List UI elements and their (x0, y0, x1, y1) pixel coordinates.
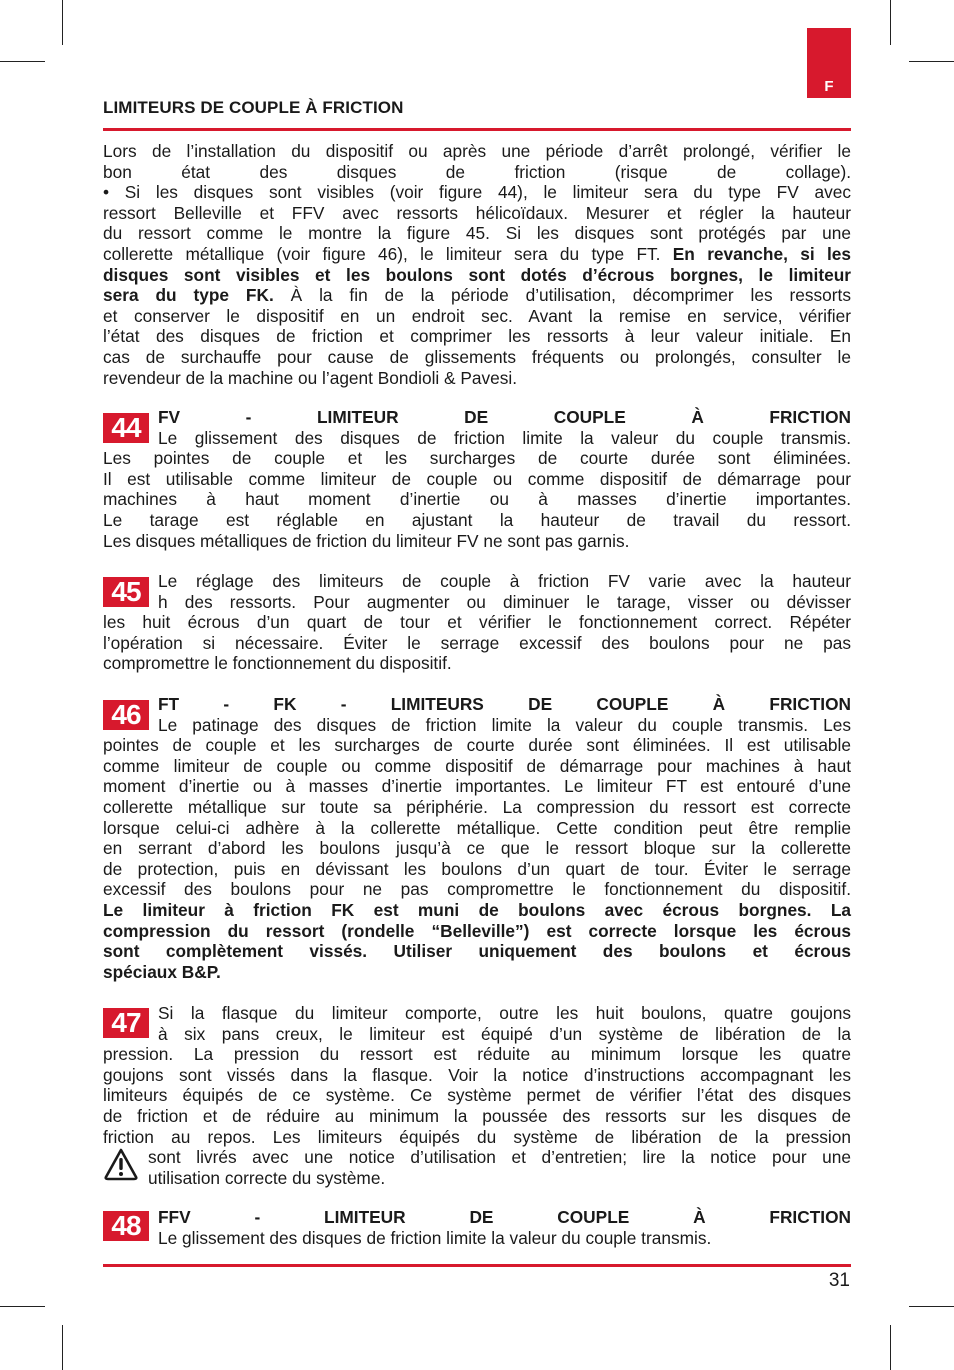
intro-paragraph (103, 141, 851, 388)
section-46 (103, 694, 851, 982)
text-line: h des ressorts. Pour augmenter ou diminuer le tarage, visser ou dévisser (158, 591, 851, 612)
text-line: les huit écrous d’un quart de tour et vérifier le fonctionnement correct. Répéter (103, 612, 851, 633)
footer-rule (103, 1264, 851, 1267)
bold-text: Le limiteur à friction FK est muni de boulons avec écrous borgnes. La (103, 899, 851, 920)
section-47 (103, 1003, 851, 1188)
text-line: Le patinage des disques de friction limite la valeur du couple transmis. Les (158, 714, 851, 735)
text-line: Le glissement des disques de friction limite la valeur du couple transmis. (158, 427, 851, 448)
crop-mark (62, 0, 63, 45)
text-line: Les disques métalliques de friction du limiteur FV ne sont pas garnis. (103, 530, 630, 551)
text-line: machines à haut moment d’inertie ou à masses d’inertie importantes. (103, 489, 851, 510)
language-tab-label: F (824, 78, 834, 95)
crop-mark (0, 1306, 45, 1307)
text-line: Il est utilisable comme limiteur de couple ou comme dispositif de démarrage pour (103, 468, 851, 489)
crop-mark (62, 1325, 63, 1370)
text-line: comme limiteur de couple ou comme dispositif de démarrage pour machines à haut (103, 755, 851, 776)
text-line: du ressort comme le montre la figure 45. Si les disques sont protégés par une (103, 223, 851, 244)
section-title: FFV - LIMITEUR DE COUPLE À FRICTION (158, 1207, 851, 1227)
text-line: Les pointes de couple et les surcharges de courte durée sont éliminées. (103, 448, 851, 469)
text-line: en serrant d’abord les boulons jusqu’à ce que le ressort bloque sur la collerette (103, 838, 851, 859)
text-line: excessif des boulons pour ne pas compromettre le fonctionnement du dispositif. (103, 879, 851, 900)
text-line: goujons sont vissés dans la flasque. Voir la notice d’instructions accompagnant les (103, 1064, 851, 1085)
crop-mark (0, 61, 45, 62)
text-line: utilisation correcte du système. (148, 1167, 386, 1188)
text-line: compromettre le fonctionnement du dispositif. (103, 653, 452, 674)
bold-text: En revanche, si les (672, 243, 851, 264)
text-line: collerette métallique sur toute sa périphérie. La compression du ressort est correcte (103, 796, 851, 817)
text-line: de protection, puis en dévissant les boulons d’un quart de tour. Éviter le serrage (103, 858, 851, 879)
text-line: pointes de couple et les surcharges de courte durée sont éliminées. Il est utilisable (103, 735, 851, 756)
section-title: FT - FK - LIMITEURS DE COUPLE À FRICTION (158, 694, 851, 714)
text-line: cas de surchauffe pour cause de glissements fréquents ou prolongés, consulter le (103, 346, 851, 367)
bold-text: compression du ressort (rondelle “Belleville”) est correcte lorsque les écrous (103, 920, 851, 941)
bold-text: sont complètement vissés. Utiliser uniquement des boulons et écrous (103, 941, 851, 962)
text-line: Le réglage des limiteurs de couple à friction FV varie avec la hauteur (158, 571, 851, 591)
figure-number-badge: 44 (103, 413, 149, 443)
bold-text: disques sont visibles et les boulons sont dotés d’écrous borgnes, le limiteur (103, 264, 851, 285)
text-line: revendeur de la machine ou l’agent Bondioli & Pavesi. (103, 367, 518, 388)
text-line: limiteurs équipés de ce système. Ce système permet de vérifier l’état des disques (103, 1085, 851, 1106)
crop-mark (909, 1306, 954, 1307)
text-line: • Si les disques sont visibles (voir figure 44), le limiteur sera du type FV avec (103, 182, 851, 203)
text-line: lorsque celui-ci adhère à la collerette métallique. Cette condition peut être remplie (103, 817, 851, 838)
section-45 (103, 571, 851, 674)
figure-number-badge: 46 (103, 700, 149, 730)
figure-number-badge: 47 (103, 1008, 149, 1038)
bold-text: spéciaux B&P. (103, 961, 221, 982)
text-line: moment d’inertie ou à masses d’inertie importantes. Le limiteur FT est entouré d’une (103, 776, 851, 797)
text-line: ressort Belleville et FFV avec ressorts hélicoïdaux. Mesurer et régler la hauteur (103, 202, 851, 223)
crop-mark (890, 0, 891, 45)
warning-triangle-icon (103, 1147, 139, 1181)
text-line: Si la flasque du limiteur comporte, outre les huit boulons, quatre goujons (158, 1003, 851, 1023)
text-line: et conserver le dispositif en un endroit sec. Avant la remise en service, vérifier (103, 305, 851, 326)
page-number: 31 (828, 1270, 850, 1291)
text-span: À la fin de la période d’utilisation, décomprimer les ressorts (273, 285, 851, 306)
text-line: friction au repos. Les limiteurs équipés du système de libération de la pression (103, 1126, 851, 1147)
section-title: FV - LIMITEUR DE COUPLE À FRICTION (158, 407, 851, 427)
text-line: l’état des disques de friction et comprimer les ressorts à leur valeur initiale. En (103, 326, 851, 347)
text-line: sont livrés avec une notice d’utilisation et d’entretien; lire la notice pour une (148, 1147, 851, 1168)
text-line: Le glissement des disques de friction limite la valeur du couple transmis. (158, 1227, 712, 1248)
heading-rule (103, 128, 851, 131)
language-tab (807, 28, 851, 98)
page-heading: LIMITEURS DE COUPLE À FRICTION (103, 98, 404, 117)
text-line: Le tarage est réglable en ajustant la hauteur de travail du ressort. (103, 509, 851, 530)
text-line: l’opération si nécessaire. Éviter le serrage excessif des boulons pour ne pas (103, 632, 851, 653)
text-line: de friction et de réduire au minimum la poussée des ressorts sur les disques de (103, 1105, 851, 1126)
figure-number-badge: 45 (103, 577, 149, 607)
text-line: Lors de l’installation du dispositif ou après une période d’arrêt prolongé, vérifier le (103, 141, 851, 161)
text-span: collerette métallique (voir figure 46), le limiteur sera du type FT. (103, 243, 673, 264)
text-line: pression. La pression du ressort est réduite au minimum lorsque les quatre (103, 1044, 851, 1065)
text-line: à six pans creux, le limiteur est équipé d’un système de libération de la (158, 1023, 851, 1044)
bold-text: sera du type FK. (103, 285, 274, 306)
text-line (103, 244, 851, 265)
figure-number-badge: 48 (103, 1211, 149, 1241)
section-48 (103, 1207, 851, 1248)
crop-mark (890, 1325, 891, 1370)
text-line (103, 285, 851, 306)
text-line: bon état des disques de friction (risque de collage). (103, 161, 851, 182)
crop-mark (909, 61, 954, 62)
section-44 (103, 407, 851, 551)
